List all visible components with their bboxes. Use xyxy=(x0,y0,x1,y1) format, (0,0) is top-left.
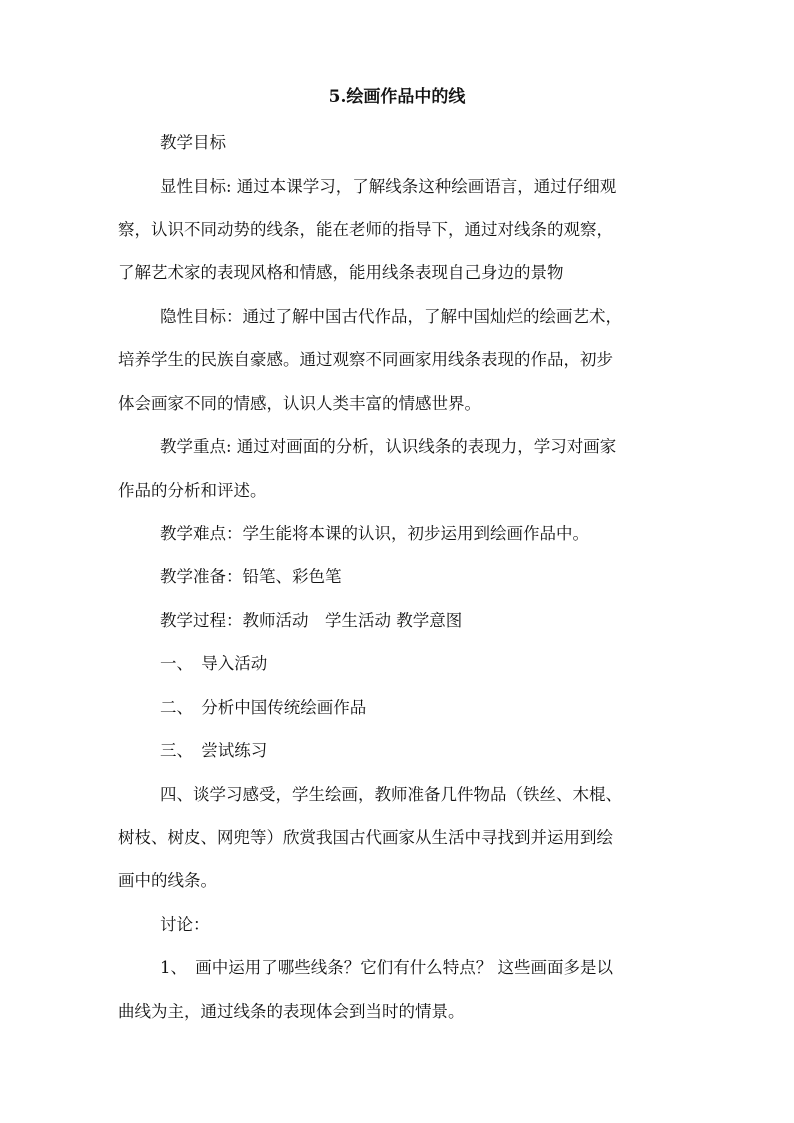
list-item: 三、 尝试练习 xyxy=(160,741,268,760)
paragraph-line: 教学重点: 通过对画面的分析，认识线条的表现力，学习对画家 xyxy=(160,437,617,456)
paragraph-line: 教学目标 xyxy=(160,133,226,152)
paragraph-line: 察，认识不同动势的线条，能在老师的指导下，通过对线条的观察， xyxy=(118,220,613,239)
paragraph-line: 显性目标: 通过本课学习，了解线条这种绘画语言，通过仔细观 xyxy=(160,177,617,196)
paragraph-line: 教学过程：教师活动 学生活动 教学意图 xyxy=(160,611,463,630)
list-item: 一、 导入活动 xyxy=(160,654,268,673)
list-item: 二、 分析中国传统绘画作品 xyxy=(160,698,367,717)
document-title: 5.绘画作品中的线 xyxy=(328,87,466,107)
paragraph-line: 画中的线条。 xyxy=(118,871,217,890)
paragraph-line: 体会画家不同的情感，认识人类丰富的情感世界。 xyxy=(118,394,481,413)
paragraph-line: 树枝、树皮、网兜等）欣赏我国古代画家从生活中寻找到并运用到绘 xyxy=(118,828,613,847)
paragraph-line: 了解艺术家的表现风格和情感，能用线条表现自己身边的景物 xyxy=(118,263,564,282)
paragraph-line: 曲线为主，通过线条的表现体会到当时的情景。 xyxy=(118,1002,465,1021)
paragraph-line: 四、谈学习感受，学生绘画，教师准备几件物品（铁丝、木棍、 xyxy=(160,785,622,804)
paragraph-line: 1、 画中运用了哪些线条？它们有什么特点？ 这些画面多是以 xyxy=(160,958,613,977)
paragraph-line: 教学准备：铅笔、彩色笔 xyxy=(160,567,342,586)
paragraph-line: 作品的分析和评述。 xyxy=(118,481,267,500)
paragraph-line: 讨论： xyxy=(160,915,210,934)
paragraph-line: 教学难点：学生能将本课的认识，初步运用到绘画作品中。 xyxy=(160,524,589,543)
paragraph-line: 隐性目标：通过了解中国古代作品，了解中国灿烂的绘画艺术， xyxy=(160,307,622,326)
paragraph-line: 培养学生的民族自豪感。通过观察不同画家用线条表现的作品，初步 xyxy=(118,350,613,369)
